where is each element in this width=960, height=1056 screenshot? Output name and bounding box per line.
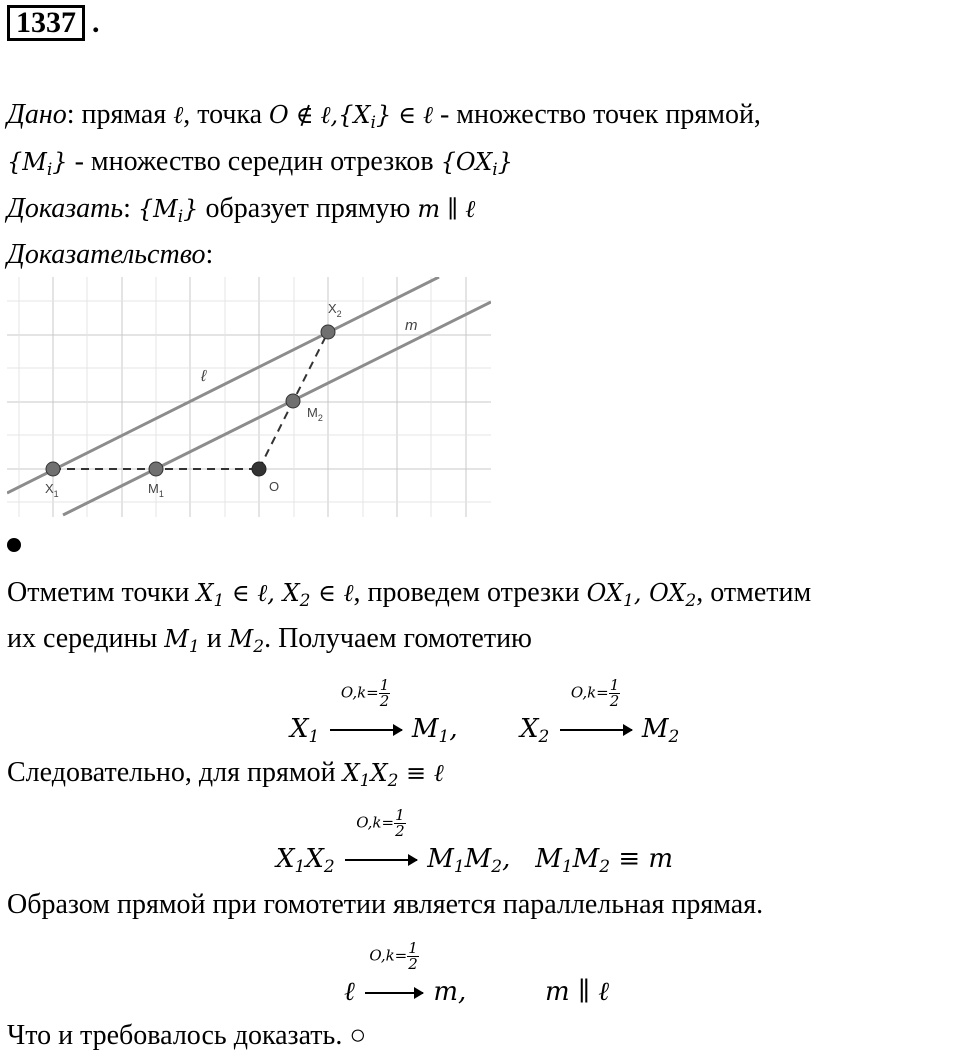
- point-X2: [321, 325, 335, 339]
- prove-parallel: ∥: [447, 195, 459, 223]
- prove-ell: ℓ: [465, 195, 476, 223]
- f3-arrow: [363, 939, 425, 1009]
- given2-set-close: }: [52, 148, 68, 176]
- para1-t5: . Получаем гомотетию: [264, 623, 532, 654]
- bullet-dot: [7, 538, 21, 552]
- proof-label-line: Доказательство:: [7, 239, 214, 270]
- formula-1b: [520, 676, 680, 754]
- point-O: [252, 462, 266, 476]
- f2-M1: M: [427, 844, 454, 874]
- f1-comma: ,: [449, 714, 458, 744]
- f1-M2-sub: 2: [668, 727, 680, 747]
- given-label: Дано: [7, 99, 67, 130]
- f2-s1: 1: [294, 857, 306, 877]
- point-X1: [46, 462, 60, 476]
- f3-arrow-label: O,k= $\frac{1}{2}$: [369, 939, 418, 973]
- f3-m: m: [433, 977, 459, 1007]
- f1-M1: M: [411, 714, 439, 744]
- f3-parallel: ∥: [577, 977, 590, 1007]
- para1-M1: M: [164, 625, 189, 653]
- para1-sub2: 2: [299, 591, 311, 611]
- given-set-sub: i: [370, 113, 376, 133]
- prove-line: Доказать: $\{M_i\}$ образует прямую m ∥ ℓ: [7, 193, 476, 227]
- f2-X1: X: [276, 844, 295, 874]
- f1-arrow-1: [328, 676, 404, 746]
- formula-1: [290, 676, 458, 754]
- given2-seg: {OX: [440, 148, 493, 176]
- point-M2: [286, 394, 300, 408]
- formula-3b: [545, 975, 609, 1009]
- given-text-2: , точка: [183, 99, 270, 130]
- given-ell-3: ℓ: [422, 101, 433, 129]
- given2-text: - множество середин отрезков: [67, 146, 441, 177]
- f1-M1-sub: 1: [438, 727, 450, 747]
- problem-number: [7, 5, 85, 41]
- prove-set: {M: [137, 195, 178, 223]
- given2-set-sub: i: [46, 160, 53, 180]
- given-in: ∈: [398, 101, 416, 129]
- conseq-X1: X: [342, 759, 360, 787]
- f2-s4: 2: [491, 857, 503, 877]
- f3-ell: ℓ: [344, 977, 355, 1007]
- label-M2: $M_2$: [307, 405, 323, 423]
- f1-arrow-2: [558, 676, 634, 746]
- given-ell-2: ℓ: [320, 101, 331, 129]
- prove-label: Доказать: [7, 193, 124, 224]
- conseq-X2: X: [370, 759, 388, 787]
- consequently-line: [7, 756, 444, 798]
- formula-2: [276, 806, 674, 884]
- para1-sub6: 2: [253, 637, 265, 657]
- given-set: {X: [338, 101, 371, 129]
- para1-X1: X: [196, 579, 214, 607]
- f1-X1-sub: 1: [308, 727, 320, 747]
- f1-arrow-2-label: O,k= $\frac{1}{2}$: [570, 676, 620, 710]
- para1-sub4: 2: [685, 591, 697, 611]
- prove-m: m: [417, 195, 441, 223]
- given2-seg-sub: i: [492, 160, 498, 180]
- given2-set: {M: [7, 148, 47, 176]
- line-ell: [7, 277, 439, 493]
- para1-line1: [7, 576, 811, 618]
- given-notin: ∉: [295, 101, 314, 129]
- figure-grid: [7, 277, 491, 517]
- label-m: m: [405, 317, 418, 334]
- label-X2: $X_2$: [328, 301, 342, 319]
- f2-comma: ,: [502, 844, 511, 874]
- given-O: O: [269, 101, 289, 129]
- f2-m: m: [648, 844, 674, 874]
- para1-in1: ∈ ℓ,: [224, 579, 283, 607]
- conseq-s2: 2: [387, 771, 399, 791]
- para1-OX2: OX: [649, 579, 686, 607]
- given-line-1: Дано: прямая ℓ, точка O ∉ $\ell,\{X_i\}$ ∈ ℓ - множество точек прямой,: [7, 99, 761, 133]
- f2-s3: 1: [453, 857, 465, 877]
- para1-t1: Отметим точки: [7, 577, 197, 608]
- f1-X2: X: [520, 714, 539, 744]
- given-text-3: - множество точек прямой,: [432, 99, 761, 130]
- label-M1: $M_1$: [148, 481, 164, 499]
- qed-symbol: ○: [349, 1020, 367, 1051]
- para1-and: и: [199, 623, 229, 654]
- problem-number-suffix: .: [92, 6, 100, 39]
- formula-3: [344, 939, 467, 1009]
- f1-X1: X: [290, 714, 309, 744]
- f2-equiv: ≡: [618, 844, 641, 874]
- f2-arrow: [343, 806, 419, 876]
- para1-M2: M: [228, 625, 254, 653]
- para1-in2: ∈ ℓ: [310, 579, 354, 607]
- f2-s6: 2: [599, 857, 611, 877]
- geometry-figure: [7, 277, 491, 517]
- f2-X2: X: [305, 844, 324, 874]
- f2-arrow-label: O,k= $\frac{1}{2}$: [356, 806, 405, 840]
- given-line-2: [7, 145, 513, 187]
- f2-s5: 1: [561, 857, 573, 877]
- qed-text: Что и требовалось доказать.: [7, 1020, 343, 1051]
- proof-label: Доказательство: [7, 239, 206, 270]
- para1-sub1: 1: [213, 591, 225, 611]
- para1-OX1: OX: [586, 579, 623, 607]
- prove-text: образует прямую: [198, 193, 418, 224]
- conseq-equiv: ≡ ℓ: [398, 759, 444, 787]
- f2-M1b: M: [535, 844, 562, 874]
- given2-seg-close: }: [497, 148, 513, 176]
- f3-ell2: ℓ: [598, 977, 610, 1007]
- para1-X2: X: [282, 579, 300, 607]
- f2-s2: 2: [323, 857, 335, 877]
- f1-arrow-1-label: O,k= $\frac{1}{2}$: [340, 676, 390, 710]
- conseq-s1: 1: [359, 771, 371, 791]
- para1-line2: [7, 622, 532, 664]
- label-ell: ℓ: [201, 368, 207, 385]
- given-text-1: : прямая: [66, 99, 174, 130]
- qed-line: [7, 1019, 366, 1053]
- f1-M2: M: [641, 714, 669, 744]
- point-M1: [149, 462, 163, 476]
- f1-X2-sub: 2: [538, 727, 550, 747]
- conseq-text: Следовательно, для прямой: [7, 757, 343, 788]
- image-statement: Образом прямой при гомотетии является параллельная прямая.: [7, 889, 764, 920]
- f3-m2: m: [545, 977, 570, 1007]
- para1-sub3: 1: [622, 591, 634, 611]
- label-O: O: [269, 479, 280, 494]
- prove-set-sub: i: [177, 207, 184, 227]
- given-set-close: }: [375, 101, 392, 129]
- f2-M2b: M: [572, 844, 600, 874]
- f3-comma: ,: [458, 977, 467, 1007]
- problem-number-value: 1337: [16, 6, 76, 39]
- para1-t3: , отметим: [696, 577, 812, 608]
- para1-t4: их середины: [7, 623, 165, 654]
- para1-t2: , проведем отрезки: [353, 577, 587, 608]
- para1-sub5: 1: [188, 637, 200, 657]
- given-ell: ℓ: [173, 101, 184, 129]
- prove-set-close: }: [183, 195, 199, 223]
- para1-comma: ,: [633, 579, 650, 607]
- label-X1: $X_1$: [45, 481, 59, 499]
- f2-M2: M: [464, 844, 492, 874]
